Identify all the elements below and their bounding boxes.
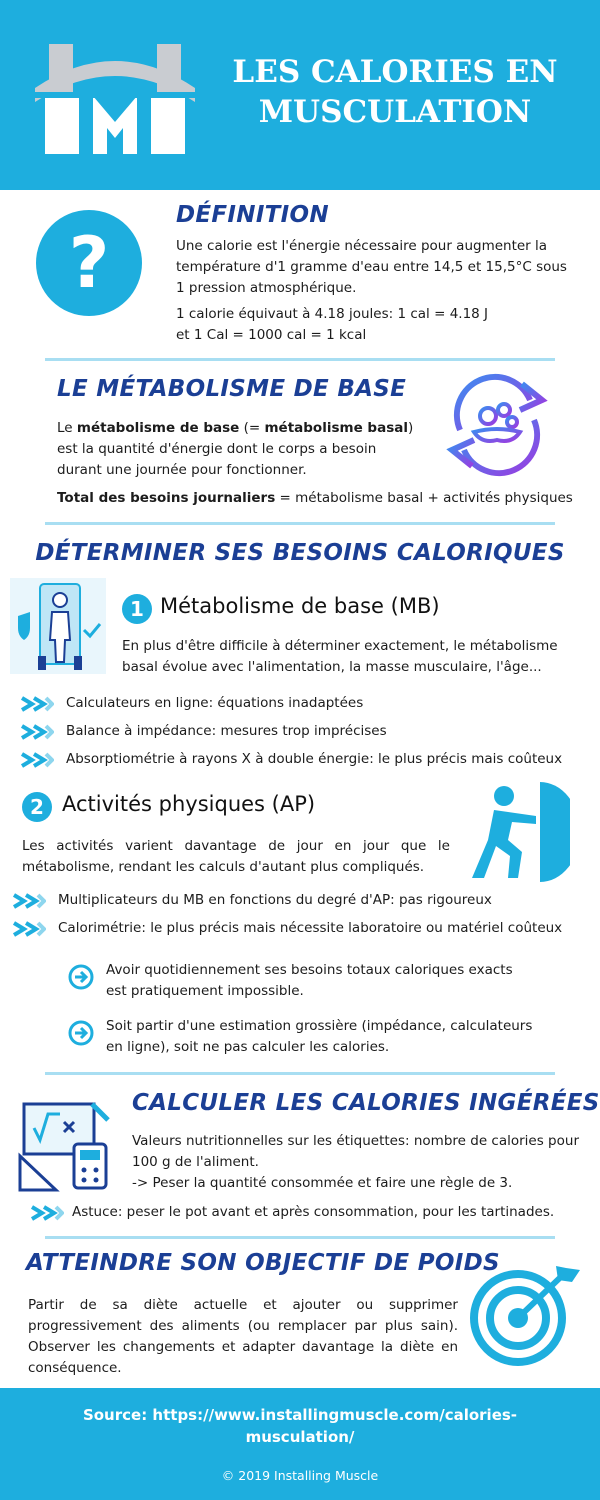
metabolism-text-mid: (= bbox=[239, 420, 265, 436]
arrow-circle-icon bbox=[68, 1020, 94, 1046]
total-needs-value: = métabolisme basal + activités physiques bbox=[275, 490, 573, 506]
conclusion-item bbox=[68, 960, 528, 1004]
list-item bbox=[20, 694, 580, 716]
conclusion-item bbox=[68, 1016, 533, 1060]
conclusion-text: Avoir quotidiennement ses besoins totaux caloriques exacts est pratiquement impossible. bbox=[106, 962, 513, 999]
double-chevron-icon bbox=[20, 752, 54, 768]
double-chevron-icon bbox=[12, 921, 46, 937]
double-chevron-icon bbox=[12, 893, 46, 909]
nutrition-labels-text: Valeurs nutritionnelles sur les étiquettes: nombre de calories pour 100 g de l'aliment. bbox=[132, 1133, 579, 1170]
divider bbox=[45, 358, 555, 361]
target-icon bbox=[466, 1262, 584, 1366]
weighing-text: -> Peser la quantité consommée et faire une règle de 3. bbox=[132, 1175, 513, 1191]
header-banner bbox=[0, 0, 600, 190]
divider bbox=[45, 522, 555, 525]
definition-text: Une calorie est l'énergie nécessaire pour augmenter la température d'1 gramme d'eau entre 14,5 et 15,5°C sous 1 pression atmosphérique. bbox=[176, 238, 567, 296]
step-1-badge: 1 bbox=[122, 594, 152, 624]
copyright: © 2019 Installing Muscle bbox=[221, 1468, 379, 1483]
weight-goal-description: Partir de sa diète actuelle et ajouter ou supprimer progressivement des aliments (ou remplacer par plus sain). Observer les changements et adapter davantage la diète en conséquence. bbox=[28, 1297, 458, 1376]
tip-text: Astuce: peser le pot avant et après consommation, pour les tartinades. bbox=[72, 1204, 555, 1220]
source-link[interactable]: Source: https://www.installingmuscle.com/calories-musculation/ bbox=[82, 1406, 518, 1446]
metabolism-cycle-icon bbox=[442, 370, 552, 480]
list-item-label: Calculateurs en ligne: équations inadaptées bbox=[66, 695, 364, 711]
weight-goal-heading: ATTEINDRE SON OBJECTIF DE POIDS bbox=[26, 1250, 500, 1276]
double-chevron-icon bbox=[30, 1205, 64, 1221]
divider bbox=[45, 1236, 555, 1239]
metabolism-text-prefix: Le bbox=[57, 420, 77, 436]
step-2-badge: 2 bbox=[22, 792, 52, 822]
definition-equivalence bbox=[176, 304, 571, 346]
basal-metabolism-description: En plus d'être difficile à déterminer exactement, le métabolisme basal évolue avec l'alimentation, la masse musculaire, l'âge... bbox=[122, 638, 558, 675]
definition-equivalence-line-2: et 1 Cal = 1000 cal = 1 kcal bbox=[176, 327, 367, 343]
body-scanner-icon bbox=[10, 578, 106, 674]
list-item-label: Calorimétrie: le plus précis mais nécessite laboratoire ou matériel coûteux bbox=[58, 920, 563, 936]
math-tools-icon bbox=[18, 1100, 114, 1192]
divider bbox=[45, 1072, 555, 1075]
total-needs-label: Total des besoins journaliers bbox=[57, 490, 276, 506]
metabolism-definition bbox=[57, 418, 423, 481]
physical-activity-subheading: Activités physiques (AP) bbox=[62, 792, 316, 816]
list-item-label: Multiplicateurs du MB en fonctions du degré d'AP: pas rigoureux bbox=[58, 892, 492, 908]
list-item bbox=[12, 891, 582, 913]
list-item bbox=[12, 919, 582, 941]
list-item bbox=[20, 722, 580, 744]
total-needs-formula bbox=[57, 488, 577, 509]
question-icon bbox=[36, 210, 142, 316]
pushing-person-icon bbox=[460, 782, 570, 882]
metabolism-basal-term-bold: métabolisme basal bbox=[264, 420, 408, 436]
definition-heading: DÉFINITION bbox=[176, 202, 329, 228]
metabolism-heading: LE MÉTABOLISME DE BASE bbox=[57, 376, 407, 402]
footer bbox=[0, 1388, 600, 1500]
list-item bbox=[20, 750, 580, 772]
conclusion-text: Soit partir d'une estimation grossière (impédance, calculateurs en ligne), soit ne pas calculer les calories. bbox=[106, 1018, 533, 1055]
double-chevron-icon bbox=[20, 696, 54, 712]
list-item-label: Absorptiométrie à rayons X à double énergie: le plus précis mais coûteux bbox=[66, 751, 563, 767]
question-mark-glyph: ? bbox=[68, 222, 110, 304]
page-title bbox=[210, 52, 580, 132]
installing-muscle-logo bbox=[35, 30, 195, 158]
ingested-calories-heading: CALCULER LES CALORIES INGÉRÉES bbox=[132, 1090, 600, 1116]
double-chevron-icon bbox=[20, 724, 54, 740]
arrow-circle-icon bbox=[68, 964, 94, 990]
page-title-line-2: MUSCULATION bbox=[258, 94, 532, 130]
metabolism-text-rest: ) est la quantité d'énergie dont le corps a besoin durant une journée pour fonctionner. bbox=[57, 420, 414, 478]
caloric-needs-heading: DÉTERMINER SES BESOINS CALORIQUES bbox=[35, 540, 565, 566]
page-title-line-1: LES CALORIES EN bbox=[232, 54, 558, 90]
basal-metabolism-subheading: Métabolisme de base (MB) bbox=[160, 594, 440, 618]
list-item-label: Balance à impédance: mesures trop imprécises bbox=[66, 723, 387, 739]
tip-item bbox=[30, 1203, 590, 1225]
definition-equivalence-line-1: 1 calorie équivaut à 4.18 joules: 1 cal = 4.18 J bbox=[176, 306, 489, 322]
metabolism-term-bold: métabolisme de base bbox=[76, 420, 240, 436]
physical-activity-description: Les activités varient davantage de jour en jour que le métabolisme, rendant les calculs d'autant plus compliqués. bbox=[22, 838, 450, 875]
